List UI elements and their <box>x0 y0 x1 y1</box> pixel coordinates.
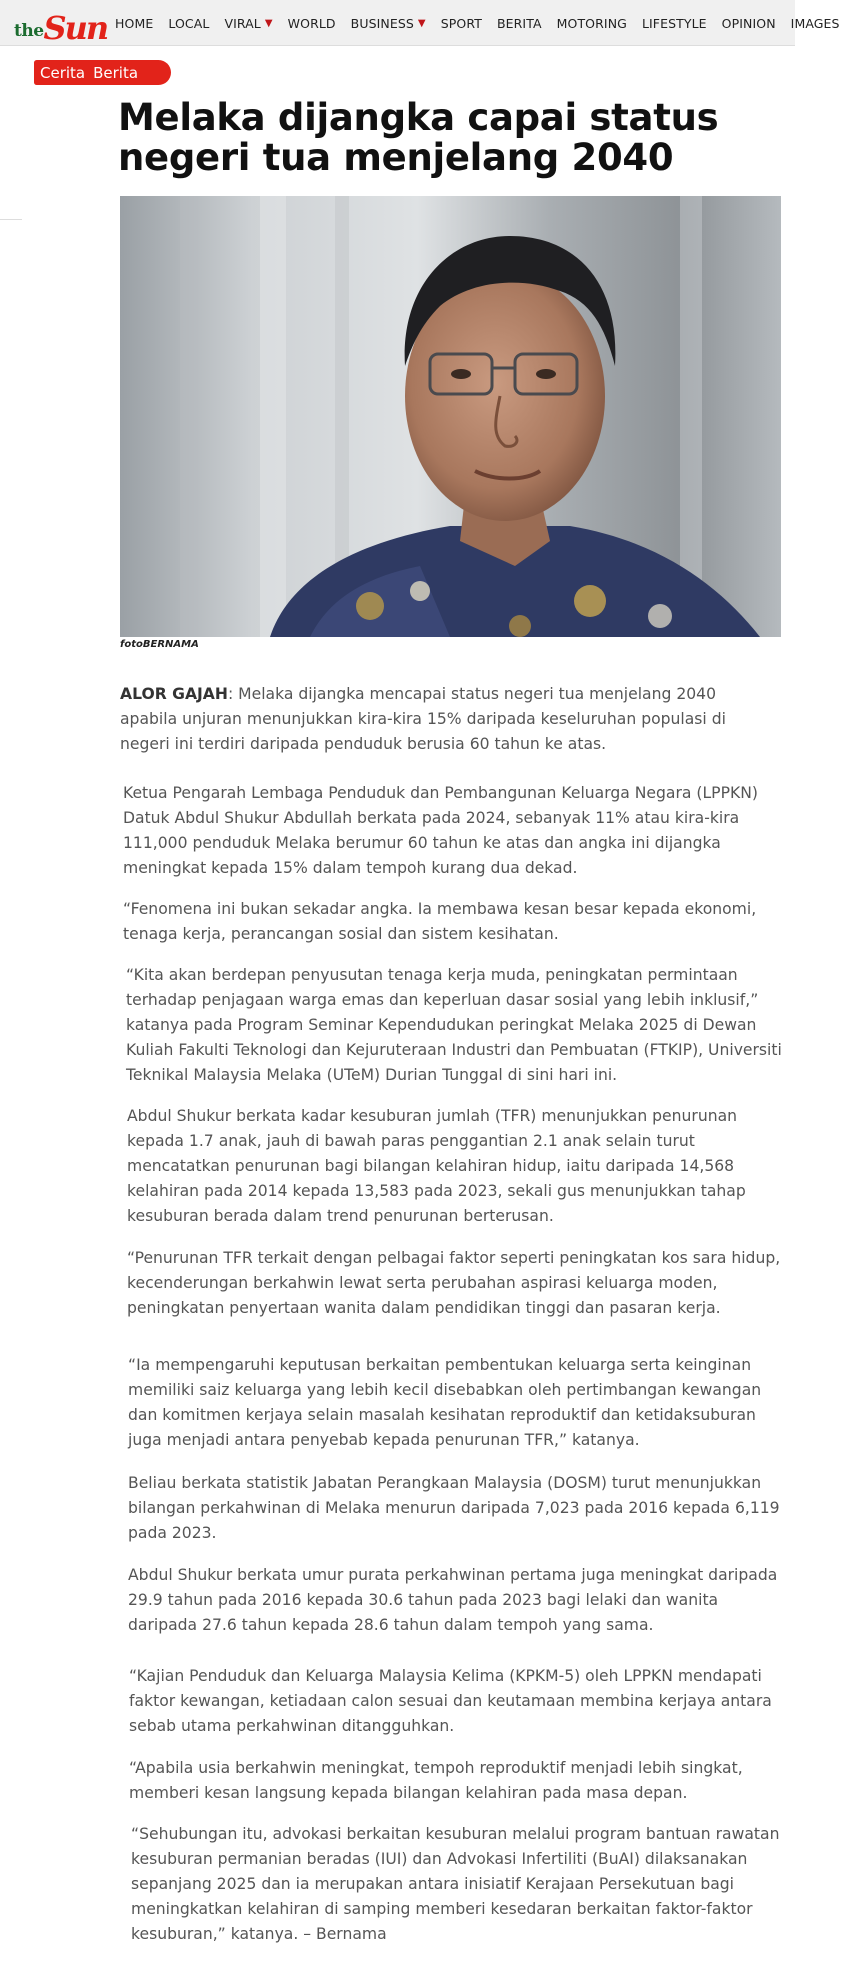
logo-the-text: the <box>14 21 44 41</box>
nav-images-label: IMAGES <box>790 15 840 31</box>
thesun-logo[interactable] <box>14 2 108 47</box>
logo-sun-text: Sun <box>43 9 108 47</box>
nav-lifestyle-label: LIFESTYLE <box>641 15 707 31</box>
section-tag-word-2: Berita <box>93 63 139 82</box>
article-paragraph: “Sehubungan itu, advokasi berkaitan kesuburan melalui program bantuan rawatan kesuburan permanian beradas (IUI) dan Advokasi Infertiliti (BuAI) dilaksanakan sepanjang 2025 dan ia merupakan antara inisiatif Kerajaan Persekutuan bagi meningkatkan kelahiran di samping memberi kesedaran berkaitan faktor-faktor kesuburan,” katanya. – Bernama <box>131 1825 780 1943</box>
divider <box>0 219 22 220</box>
article-paragraph: “Kita akan berdepan penyusutan tenaga kerja muda, peningkatan permintaan terhadap penjagaan warga emas dan keperluan dasar sosial yang lebih inklusif,” katanya pada Program Seminar Kependudukan peringkat Melaka 2025 di Dewan Kuliah Fakulti Teknologi dan Kejuruteraan Industri dan Pembuatan (FTKIP), Universiti Teknikal Malaysia Melaka (UTeM) Durian Tunggal di sini hari ini. <box>126 966 782 1084</box>
nav-world-label: WORLD <box>287 15 336 31</box>
nav-home[interactable] <box>115 16 153 31</box>
article-lead <box>120 682 775 757</box>
nav-viral-label: VIRAL <box>224 15 261 31</box>
nav-business[interactable] <box>351 16 426 31</box>
dateline: ALOR GAJAH <box>120 685 228 703</box>
portrait-illustration <box>120 196 781 637</box>
main-nav <box>115 0 855 46</box>
article-paragraph: “Apabila usia berkahwin meningkat, tempoh reproduktif menjadi lebih singkat, memberi kesan langsung kepada bilangan kelahiran pada masa depan. <box>129 1759 743 1802</box>
top-navigation-bar <box>0 0 840 47</box>
nav-home-label: HOME <box>115 15 154 31</box>
section-tag-word-1: Cerita <box>40 63 86 82</box>
photo-credit: fotoBERNAMA <box>120 639 199 650</box>
article-paragraph: “Ia mempengaruhi keputusan berkaitan pembentukan keluarga serta keinginan memiliki saiz keluarga yang lebih kecil disebabkan oleh pertimbangan kewangan dan komitmen kerjaya selain masalah kesihatan reproduktif dan ketidaksuburan juga menjadi antara penyebab kepada penurunan TFR,” katanya. <box>128 1356 762 1449</box>
article-photo <box>120 196 781 637</box>
nav-motoring[interactable] <box>557 16 627 31</box>
nav-business-label: BUSINESS <box>350 15 414 31</box>
nav-motoring-label: MOTORING <box>556 15 627 31</box>
article-paragraph: Ketua Pengarah Lembaga Penduduk dan Pembangunan Keluarga Negara (LPPKN) Datuk Abdul Shukur Abdullah berkata pada 2024, sebanyak 11% atau kira-kira 111,000 penduduk Melaka berumur 60 tahun ke atas dan angka ini dijangka meningkat kepada 15% dalam tempoh kurang dua dekad. <box>123 784 758 877</box>
nav-local[interactable] <box>168 16 209 31</box>
article-paragraph: “Kajian Penduduk dan Keluarga Malaysia Kelima (KPKM-5) oleh LPPKN mendapati faktor kewangan, ketiadaan calon sesuai dan keutamaan membina kerjaya antara sebab utama perkahwinan ditangguhkan. <box>129 1667 772 1735</box>
nav-opinion-label: OPINION <box>721 15 776 31</box>
nav-world[interactable] <box>288 16 336 31</box>
article-paragraph: Abdul Shukur berkata umur purata perkahwinan pertama juga meningkat daripada 29.9 tahun pada 2016 kepada 30.6 tahun pada 2023 bagi lelaki dan wanita daripada 27.6 tahun kepada 28.6 tahun dalam tempoh yang sama. <box>128 1566 778 1634</box>
nav-viral[interactable] <box>224 16 272 31</box>
nav-lifestyle[interactable] <box>642 16 707 31</box>
article-headline: Melaka dijangka capai status negeri tua menjelang 2040 <box>118 96 719 179</box>
section-tag[interactable] <box>34 60 171 85</box>
nav-berita-label: BERITA <box>496 15 542 31</box>
article-paragraph: Beliau berkata statistik Jabatan Perangkaan Malaysia (DOSM) turut menunjukkan bilangan perkahwinan di Melaka menurun daripada 7,023 pada 2016 kepada 6,119 pada 2023. <box>128 1474 780 1542</box>
article-paragraph: “Penurunan TFR terkait dengan pelbagai faktor seperti peningkatan kos sara hidup, kecenderungan berkahwin lewat serta perubahan aspirasi keluarga moden, peningkatan penyertaan wanita dalam pendidikan tinggi dan pasaran kerja. <box>127 1249 781 1317</box>
lead-text: : Melaka dijangka mencapai status negeri tua menjelang 2040 apabila unjuran menunjukkan kira-kira 15% daripada keseluruhan populasi di negeri ini terdiri daripada penduduk berusia 60 tahun ke atas. <box>120 685 726 753</box>
nav-opinion[interactable] <box>722 16 776 31</box>
chevron-down-icon: ▼ <box>264 17 273 29</box>
chevron-down-icon: ▼ <box>417 17 426 29</box>
nav-local-label: LOCAL <box>168 15 210 31</box>
article-paragraph: “Fenomena ini bukan sekadar angka. Ia membawa kesan besar kepada ekonomi, tenaga kerja, perancangan sosial dan sistem kesihatan. <box>123 900 757 943</box>
article-paragraph: Abdul Shukur berkata kadar kesuburan jumlah (TFR) menunjukkan penurunan kepada 1.7 anak, jauh di bawah paras penggantian 2.1 anak selain turut mencatatkan penurunan bagi bilangan kelahiran hidup, iaitu daripada 14,568 kelahiran pada 2014 kepada 13,583 pada 2023, sekali gus menunjukkan tahap kesuburan berada dalam trend penurunan berterusan. <box>127 1107 746 1225</box>
nav-sport-label: SPORT <box>440 15 482 31</box>
nav-images[interactable] <box>791 16 840 31</box>
nav-berita[interactable] <box>497 16 542 31</box>
nav-sport[interactable] <box>441 16 482 31</box>
